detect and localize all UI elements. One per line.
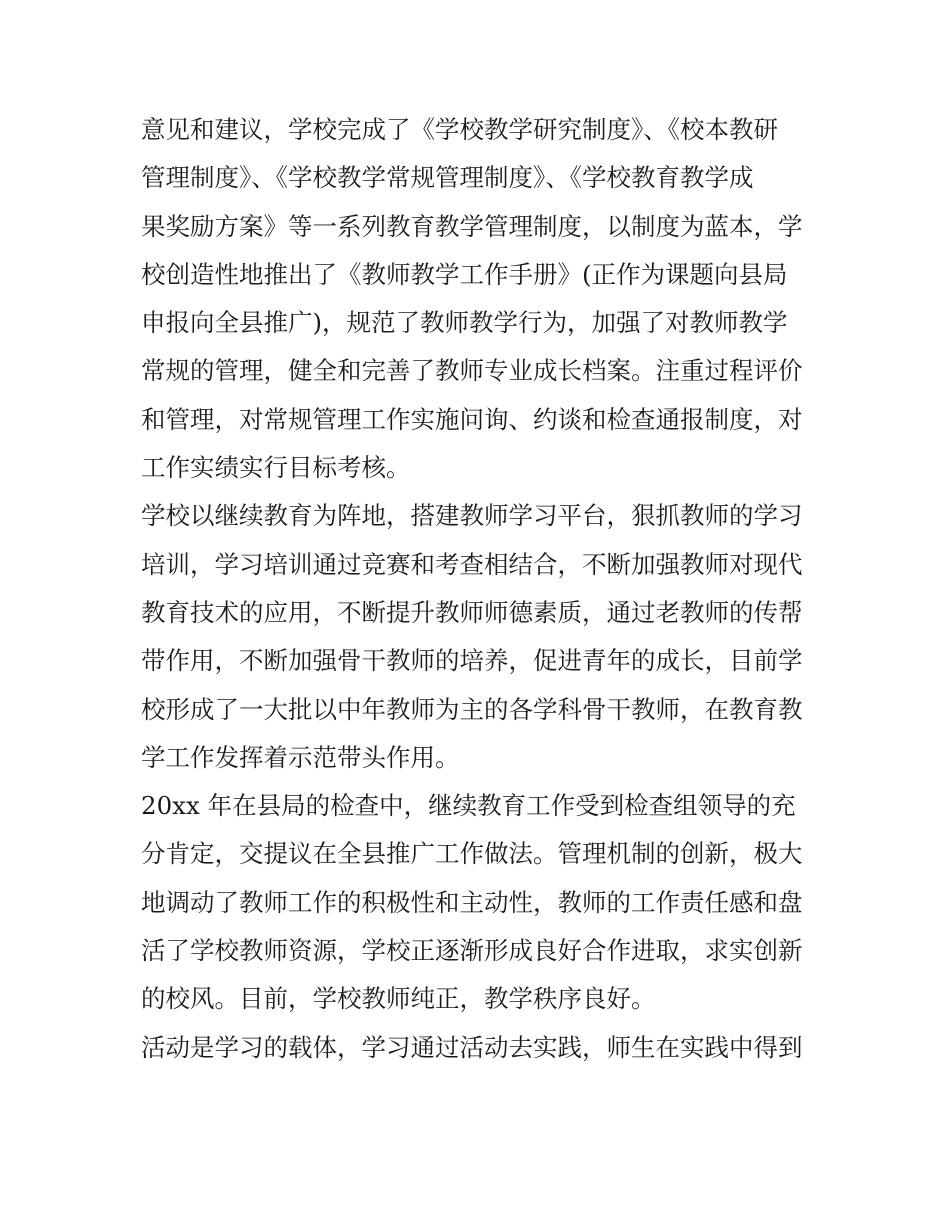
- text-line: 意见和建议，学校完成了《学校教学研究制度》、《校本教研: [141, 115, 778, 144]
- text-line: 教育技术的应用，不断提升教师师德素质，通过老教师的传帮: [141, 597, 803, 627]
- text-line: 培训，学习培训通过竞赛和考查相结合，不断加强教师对现代: [141, 549, 803, 579]
- text-line: 管理制度》、《学校教学常规管理制度》、《学校教育教学成: [141, 163, 754, 193]
- text-line: 的校风。目前，学校教师纯正，教学秩序良好。: [141, 984, 656, 1014]
- text-line: 分肯定，交提议在全县推广工作做法。管理机制的创新，极大: [141, 839, 803, 869]
- text-line: 学工作发挥着示范带头作用。: [141, 742, 460, 772]
- text-line: 校创造性地推出了《教师教学工作手册》(正作为课题向县局: [141, 259, 788, 289]
- text-line: 带作用，不断加强骨干教师的培养，促进青年的成长，目前学: [141, 646, 803, 676]
- text-line: 地调动了教师工作的积极性和主动性，教师的工作责任感和盘: [141, 887, 803, 917]
- text-line: 活了学校教师资源，学校正逐渐形成良好合作进取，求实创新: [141, 936, 803, 966]
- text-line: 果奖励方案》等一系列教育教学管理制度，以制度为蓝本，学: [141, 211, 803, 241]
- text-line: 申报向全县推广)，规范了教师教学行为，加强了对教师教学: [141, 308, 788, 338]
- text-line: 常规的管理，健全和完善了教师专业成长档案。注重过程评价: [141, 356, 803, 386]
- text-line: 学校以继续教育为阵地，搭建教师学习平台，狠抓教师的学习: [141, 501, 803, 531]
- text-line: 20xx 年在县局的检查中，继续教育工作受到检查组领导的充: [141, 791, 796, 821]
- document-body: [141, 106, 821, 1072]
- text-line: 和管理，对常规管理工作实施问询、约谈和检查通报制度，对: [141, 404, 803, 434]
- text-line: 活动是学习的载体，学习通过活动去实践，师生在实践中得到: [141, 1032, 803, 1062]
- text-line: 工作实绩实行目标考核。: [141, 453, 411, 483]
- text-line: 校形成了一大批以中年教师为主的各学科骨干教师，在教育教: [141, 694, 803, 724]
